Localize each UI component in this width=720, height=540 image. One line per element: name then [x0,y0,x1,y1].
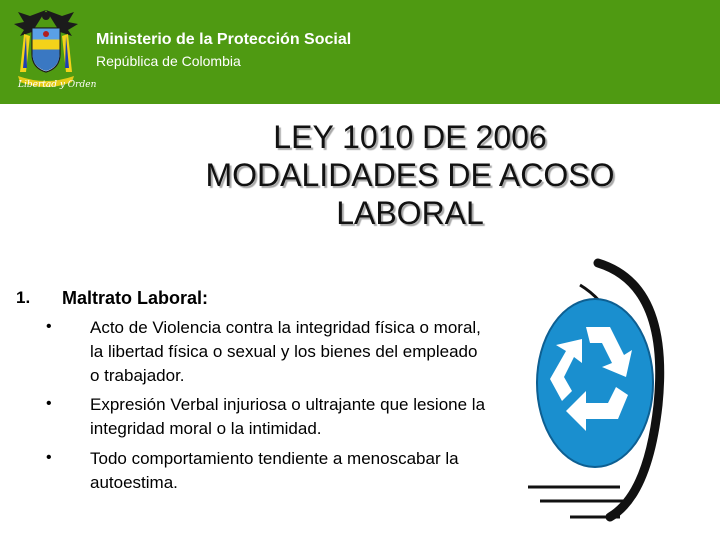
bullet-marker: • [46,449,52,466]
item-number: 1. [16,288,31,307]
item-heading: Maltrato Laboral: [62,288,209,308]
bullet-marker: • [46,318,52,335]
slide-title-line-3: LABORAL [336,195,484,231]
org-title: Ministerio de la Protección Social [96,31,352,48]
slide-title-line-1: LEY 1010 DE 2006 [273,119,547,155]
logo-motto: Libertad y Orden [18,80,97,90]
bullet-text-2: Expresión Verbal injuriosa o ultrajante que lesione la integridad moral o la intimidad. [90,395,486,438]
bullet-marker: • [46,395,52,412]
slide-title-line-2: MODALIDADES DE ACOSO [205,157,615,193]
org-subtitle: República de Colombia [96,53,241,69]
bullet-text-3: Todo comportamiento tendiente a menoscabar la autoestima. [90,449,459,492]
recycle-icon [520,255,670,525]
bullet-text-1: Acto de Violencia contra la integridad física o moral, la libertad física o sexual y los bienes del empleado o trabajador. [90,318,481,385]
slide-title [140,118,680,232]
header-bar [0,0,720,104]
